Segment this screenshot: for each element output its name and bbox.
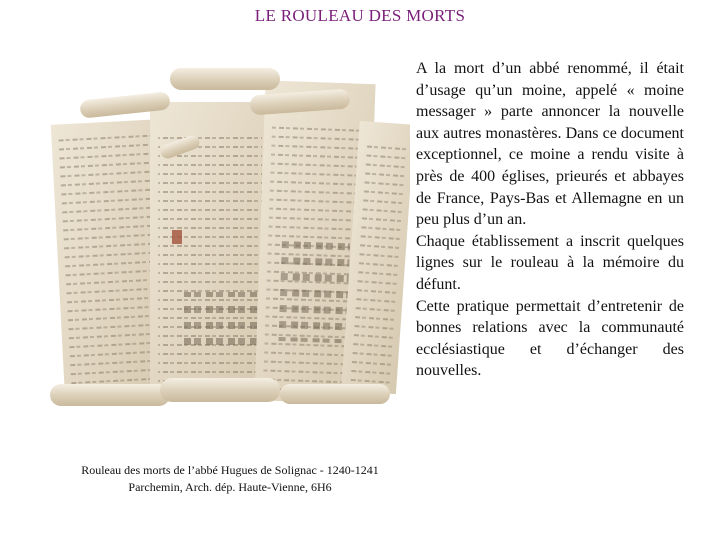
page-title: LE ROULEAU DES MORTS [254, 6, 466, 25]
caption-line-2: Parchemin, Arch. dép. Haute-Vienne, 6H6 [128, 480, 332, 494]
paragraph: Chaque établissement a inscrit quelques lignes sur le rouleau à la mémoire du défunt. [416, 232, 684, 293]
image-caption [40, 462, 420, 496]
description-text [416, 58, 684, 382]
paragraph: Cette pratique permettait d’entretenir de bonnes relations avec la communauté ecclésiastique et d’échanger des nouvelles. [416, 297, 684, 380]
paragraph: A la mort d’un abbé renommé, il était d’usage qu’un moine, appelé « moine messager » parte annoncer la nouvelle aux autres monastères. Dans ce document exceptionnel, ce moine a rendu visite à près de 400 églises, prieurés et abbayes de France, Pays-Bas et Allemagne en un peu plus d’un an. [416, 60, 684, 229]
scroll-photo [50, 62, 410, 414]
caption-line-1: Rouleau des morts de l’abbé Hugues de Solignac - 1240-1241 [81, 463, 379, 477]
